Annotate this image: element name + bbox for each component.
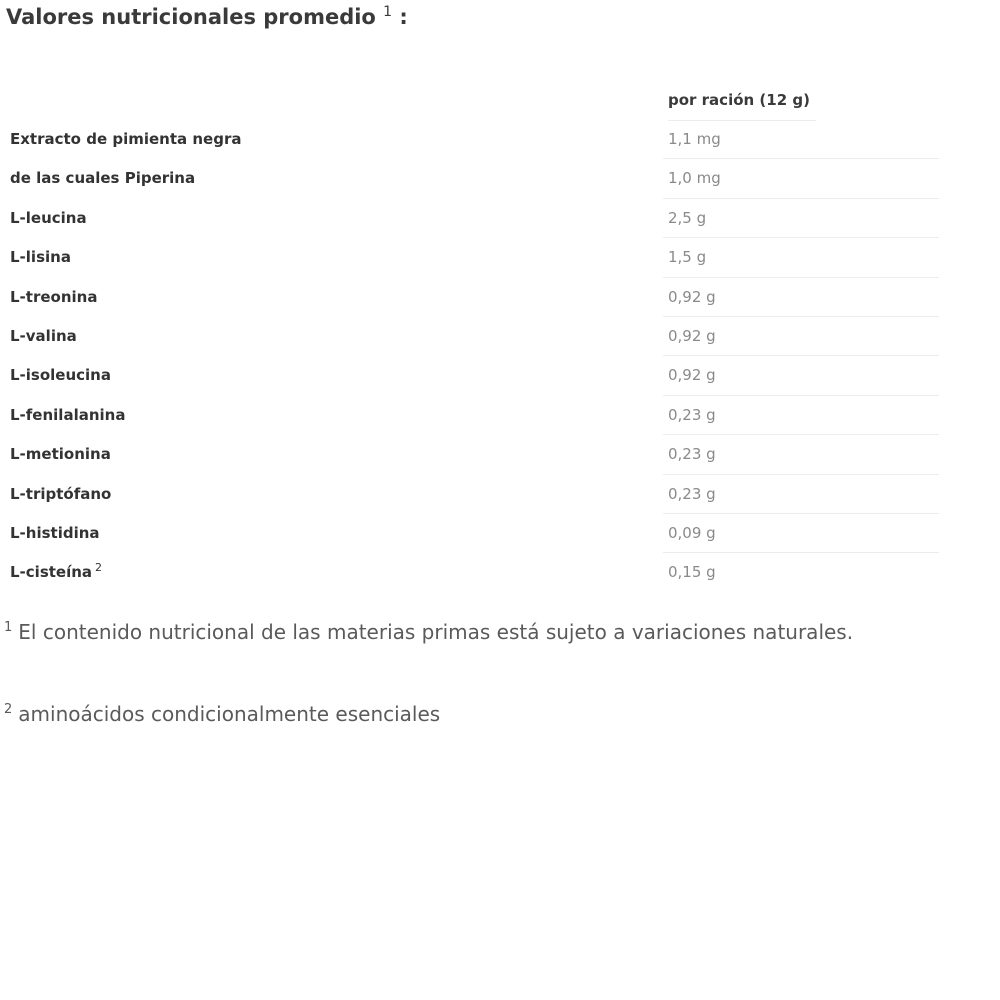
table-row xyxy=(0,514,1000,553)
row-label: L-lisina xyxy=(10,248,71,267)
row-value: 1,1 mg xyxy=(663,120,939,159)
row-value: 0,15 g xyxy=(668,563,716,582)
footnote-2-text: aminoácidos condicionalmente esenciales xyxy=(18,702,441,726)
nutrition-table xyxy=(0,80,1000,600)
row-label: de las cuales Piperina xyxy=(10,169,196,188)
row-value: 0,09 g xyxy=(663,514,939,553)
table-row xyxy=(0,238,1000,277)
footnote-2-mark: 2 xyxy=(4,702,13,718)
row-value: 0,23 g xyxy=(663,396,939,435)
title-text: Valores nutricionales promedio xyxy=(6,5,376,29)
footnote-1 xyxy=(4,620,853,644)
row-label: L-triptófano xyxy=(10,484,112,503)
table-row xyxy=(0,120,1000,159)
row-value: 1,0 mg xyxy=(663,159,939,198)
row-value: 0,92 g xyxy=(663,278,939,317)
table-row xyxy=(0,435,1000,474)
row-label: L-leucina xyxy=(10,208,87,227)
column-header-per-serving: por ración (12 g) xyxy=(668,80,816,121)
row-value: 0,23 g xyxy=(663,475,939,514)
table-row xyxy=(0,356,1000,395)
row-value: 0,92 g xyxy=(663,356,939,395)
footnote-1-text: El contenido nutricional de las materias primas está sujeto a variaciones naturales. xyxy=(18,620,854,644)
row-value: 2,5 g xyxy=(663,199,939,238)
row-label: L-valina xyxy=(10,327,77,345)
table-row xyxy=(0,199,1000,238)
row-value: 0,92 g xyxy=(663,317,939,356)
footnote-1-mark: 1 xyxy=(4,620,13,636)
row-label: L-isoleucina xyxy=(10,366,111,385)
table-row xyxy=(0,475,1000,514)
row-label: Extracto de pimienta negra xyxy=(10,130,242,148)
footnote-2 xyxy=(4,702,440,726)
row-label: L-metionina xyxy=(10,445,111,464)
table-row xyxy=(0,278,1000,317)
table-row xyxy=(0,159,1000,198)
row-label: L-treonina xyxy=(10,287,98,306)
table-row xyxy=(0,317,1000,356)
row-label: L-cisteína $^2$ xyxy=(10,561,103,582)
page-title xyxy=(6,4,408,29)
row-value: 1,5 g xyxy=(663,238,939,277)
table-row xyxy=(0,396,1000,435)
row-label: L-fenilalanina xyxy=(10,405,126,424)
table-row xyxy=(0,553,1000,592)
title-suffix: : xyxy=(399,5,408,29)
title-footnote-mark: 1 xyxy=(383,4,393,20)
row-value: 0,23 g xyxy=(663,435,939,474)
row-label: L-histidina xyxy=(10,524,100,542)
